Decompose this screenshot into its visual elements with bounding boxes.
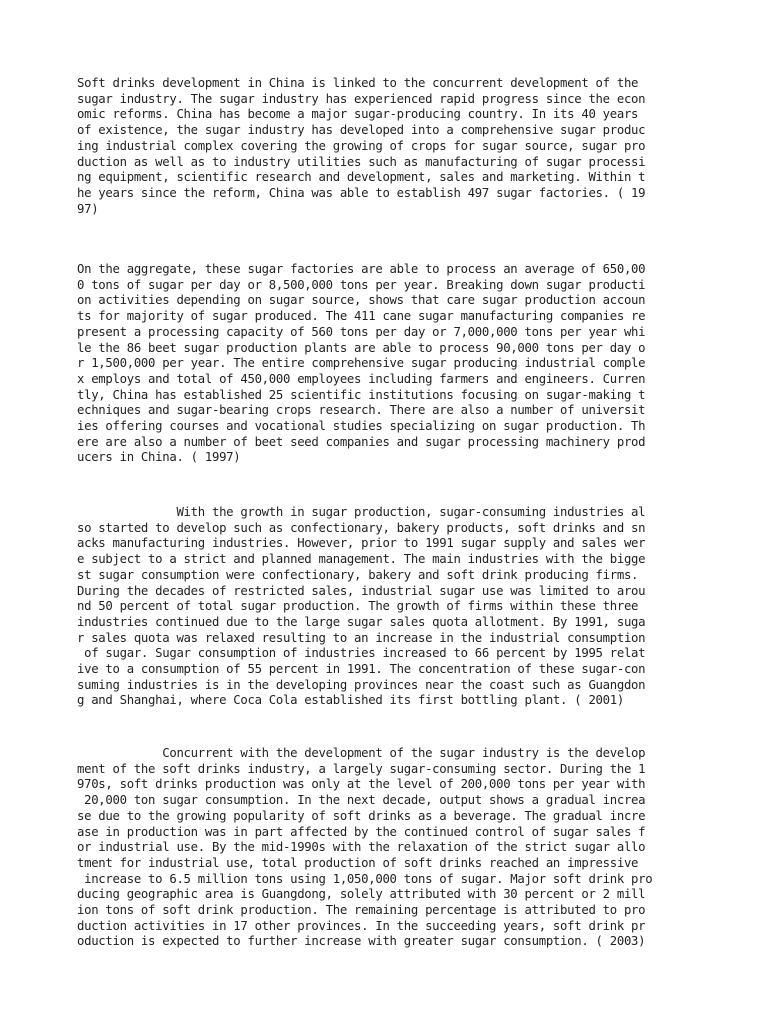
text-line: tly, China has established 25 scientific institutions focusing on sugar-making t xyxy=(77,387,646,402)
text-line: Soft drinks development in China is linked to the concurrent development of the xyxy=(77,76,639,90)
text-line: ts for majority of sugar produced. The 411 cane sugar manufacturing companies re xyxy=(77,309,646,324)
paragraph-sugar-industry-development xyxy=(77,76,645,217)
text-line: On the aggregate, these sugar factories are able to process an average of 650,00 xyxy=(77,262,646,276)
text-line: he years since the reform, China was able to establish 497 sugar factories. ( 19 xyxy=(77,185,646,200)
text-line: nd 50 percent of total sugar production. The growth of firms within these three xyxy=(77,599,639,614)
text-line: ere are also a number of beet seed companies and sugar processing machinery prod xyxy=(77,434,646,449)
text-line: 0 tons of sugar per day or 8,500,000 tons per year. Breaking down sugar producti xyxy=(77,277,646,292)
text-line: acks manufacturing industries. However, prior to 1991 sugar supply and sales wer xyxy=(77,536,646,551)
text-line: oduction is expected to further increase with greater sugar consumption. ( 2003) xyxy=(77,934,646,949)
text-line: 970s, soft drinks production was only at the level of 200,000 tons per year with xyxy=(77,777,646,792)
paragraph-sugar-consuming-industries xyxy=(77,505,645,709)
text-line: omic reforms. China has become a major sugar-producing country. In its 40 years xyxy=(77,107,639,122)
text-line: ion tons of soft drink production. The remaining percentage is attributed to pro xyxy=(77,903,646,918)
text-line: With the growth in sugar production, sugar-consuming industries al xyxy=(77,505,646,519)
text-line: or industrial use. By the mid-1990s with the relaxation of the strict sugar allo xyxy=(77,840,646,855)
text-line: Concurrent with the development of the sugar industry is the develop xyxy=(77,746,646,760)
text-line: ies offering courses and vocational studies specializing on sugar production. Th xyxy=(77,419,646,434)
text-line: on activities depending on sugar source, shows that care sugar production accoun xyxy=(77,293,646,308)
text-line: sugar industry. The sugar industry has experienced rapid progress since the econ xyxy=(77,91,646,106)
text-line: ducing geographic area is Guangdong, solely attributed with 30 percent or 2 mill xyxy=(77,887,646,902)
text-line: industries continued due to the large sugar sales quota allotment. By 1991, suga xyxy=(77,614,646,629)
text-line: duction activities in 17 other provinces. In the succeeding years, soft drink pr xyxy=(77,918,646,933)
paragraph-soft-drinks-industry xyxy=(77,746,652,950)
text-line: se due to the growing popularity of soft drinks as a beverage. The gradual incre xyxy=(77,808,646,823)
text-line: st sugar consumption were confectionary, bakery and soft drink producing firms. xyxy=(77,567,639,582)
text-line: of sugar. Sugar consumption of industries increased to 66 percent by 1995 relat xyxy=(77,646,646,661)
text-line: 20,000 ton sugar consumption. In the next decade, output shows a gradual increa xyxy=(77,793,646,808)
text-line: duction as well as to industry utilities such as manufacturing of sugar processi xyxy=(77,154,646,169)
text-line: r 1,500,000 per year. The entire comprehensive sugar producing industrial comple xyxy=(77,356,646,371)
text-line: present a processing capacity of 560 tons per day or 7,000,000 tons per year whi xyxy=(77,324,646,339)
text-line: ing industrial complex covering the growing of crops for sugar source, sugar pro xyxy=(77,138,646,153)
paragraph-sugar-factory-capacity xyxy=(77,262,645,466)
text-line: le the 86 beet sugar production plants are able to process 90,000 tons per day o xyxy=(77,340,646,355)
text-line: During the decades of restricted sales, industrial sugar use was limited to arou xyxy=(77,583,646,598)
text-line: suming industries is in the developing provinces near the coast such as Guangdon xyxy=(77,677,646,692)
text-line: of existence, the sugar industry has developed into a comprehensive sugar produc xyxy=(77,123,646,138)
text-line: 97) xyxy=(77,201,99,216)
text-line: r sales quota was relaxed resulting to an increase in the industrial consumption xyxy=(77,630,646,645)
text-line: e subject to a strict and planned management. The main industries with the bigge xyxy=(77,552,646,567)
text-line: echniques and sugar-bearing crops research. There are also a number of universit xyxy=(77,403,646,418)
text-line: ment of the soft drinks industry, a largely sugar-consuming sector. During the 1 xyxy=(77,761,646,776)
text-line: tment for industrial use, total production of soft drinks reached an impressive xyxy=(77,855,639,870)
text-line: x employs and total of 450,000 employees including farmers and engineers. Curren xyxy=(77,371,646,386)
text-line: ucers in China. ( 1997) xyxy=(77,450,241,465)
text-line: so started to develop such as confectionary, bakery products, soft drinks and sn xyxy=(77,520,646,535)
text-line: increase to 6.5 million tons using 1,050,000 tons of sugar. Major soft drink pro xyxy=(77,871,653,886)
text-line: ive to a consumption of 55 percent in 1991. The concentration of these sugar-con xyxy=(77,662,646,677)
text-line: g and Shanghai, where Coca Cola established its first bottling plant. ( 2001) xyxy=(77,693,624,708)
text-line: ng equipment, scientific research and development, sales and marketing. Within t xyxy=(77,170,646,185)
text-line: ase in production was in part affected by the continued control of sugar sales f xyxy=(77,824,646,839)
